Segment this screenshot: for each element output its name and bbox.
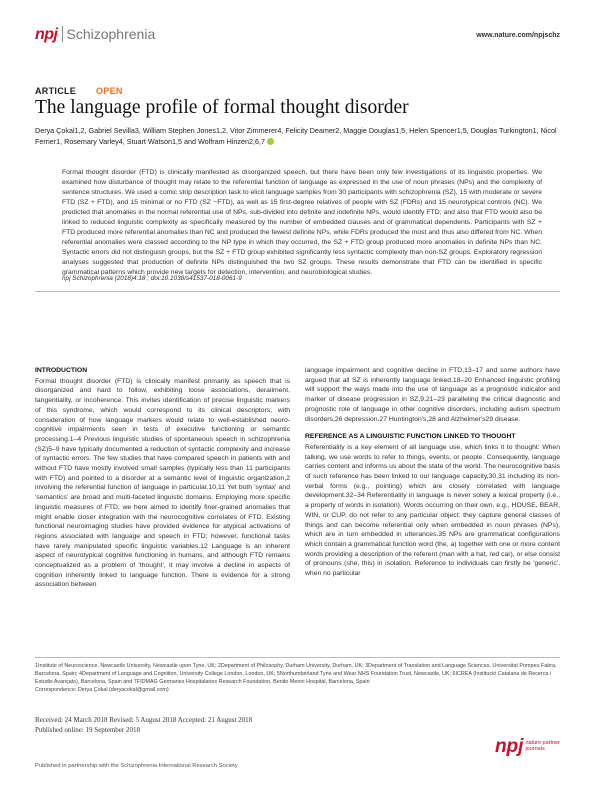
article-dates	[35, 716, 252, 735]
received-dates: Received: 24 March 2018 Revised: 5 August 2018 Accepted: 21 August 2018	[35, 716, 253, 724]
article-type-label: ARTICLE	[35, 86, 77, 96]
brand-journal-name: Schizophrenia	[66, 26, 156, 42]
introduction-heading: INTRODUCTION	[35, 367, 88, 374]
journal-url[interactable]: www.nature.com/npjschz	[476, 32, 560, 39]
affiliations	[35, 662, 560, 694]
journal-brand[interactable]	[35, 26, 155, 44]
right-column-para-1: language impairment and cognitive decline in FTD,13–17 and some authors have argued that all SZ is inherently language linked.18–20 Enhanced linguistic profiling will support the ways made into the use of language as a prognostic indicator and marker of disease progression in SZ,9,21–23 paralleling the critical diagnostic and prognostic role of language in other cognitive disorders, including autism spectrum disorders,26 depression,27 Huntington's,28 and Alzheimer's29 disease.	[305, 367, 560, 423]
footer-logo-line-2: journals	[525, 746, 545, 752]
open-access-label: OPEN	[96, 86, 123, 96]
author-list	[35, 125, 565, 147]
article-title: The language profile of formal thought disorder	[35, 97, 409, 118]
correspondence[interactable]: Correspondence: Derya Çokal (deryacokal@gmail.com)	[35, 687, 169, 693]
brand-divider	[62, 26, 63, 42]
section-divider	[35, 291, 560, 292]
reference-heading: REFERENCE AS A LINGUISTIC FUNCTION LINKED TO THOUGHT	[305, 433, 516, 441]
introduction-body: Formal thought disorder (FTD) is clinically manifest primarily as speech that is disorganized and hard to follow, exhibiting loose associations, derailment, tangentiality, or incoherence. This invites identification of precise linguistic markers of this syndrome, which would correspond to its clinical descriptors, with consideration of how language markers would relate to well-established neuro-cognitive impairments seen in tests of executive functioning or semantic processing.1–4 Previous linguistic studies of spontaneous speech in schizophrenia (SZ)5–9 have typically documented a reduction of syntactic complexity and increase of syntactic errors. The few studies that have compared speech in patients with and without FTD have mostly involved small samples (typically less than 11 participants with FTD) and pointed to a disorder at a semantic level of linguistic organization,2 involving the referential function of language in particular.10,11 Yet both 'syntax' and 'semantics' are broad and multi-faceted linguistic domains. Employing more specific linguistic measures of FTD, we here aimed to identify finer-grained anomalies that might enable closer integration with the neurocognitive correlates of FTD. Existing functional neuroimaging studies have provided evidence for atypical activations of regions associated with language and speech in FTD; however, functional tasks have rarely manipulated specific linguistic variables.12 Language is an inherent aspect of neurotypical cognitive functioning in humans, and although FTD remains conceptualized as a problem of 'thought', it may involve a decline in aspects of cognition inherently linked to language function. There is evidence for a strong association between	[35, 377, 290, 589]
right-column-para-2: Referentiality is a key element of all language use, which links it to thought: When talking, we use words to refer to things, events, or people. Consequently, language carries content and informs us about the state of the world. The neurocognitive basis of such reference has been linked to our language capacity,30,31 including its non-verbal forms (e.g., pointing) which are closely correlated with language development.32–34 Referentiality in language is never solely a lexical property (i.e., a property of words in isolation). Words occurring on their own, e.g., HOUSE, BEAR, WIN, or CUP, do not refer to any particular object: they capture general classes of things and can become referential only when embedded in noun phrases (NPs), which are in turn embedded in utterances.35 NPs are grammatical configurations which contain a grammatical function word (the, a) together with one or more content words providing a description of the referent (man with a hat, red car), or else consist of pronouns (she, this) in isolation. Reference to individuals can firstly be 'generic', when no particular	[305, 443, 561, 578]
orcid-icon[interactable]	[267, 138, 274, 145]
left-column	[35, 366, 290, 590]
footnote-divider	[35, 657, 560, 658]
right-column	[305, 366, 560, 579]
affiliations-text: 1Institute of Neuroscience, Newcastle University, Newcastle upon Tyne, UK; 2Department of Philosophy, Durham University, Durham, UK; 3Department of Translation and Language Sciences, Universitat Pompeu Fabra, Barcelona, Spain; 4Department of Language and Cognition, University College London, London, UK; 5Northumberland Tyne and Wear NHS Foundation Trust, Newcastle, UK; 6ICREA (Institució Catalana de Recerca i Estudis Avançats), Barcelona, Spain and 7FIDMAG Germanes Hospitalaries Research Foundation, Benito Menni Hospital, Barcelona, Spain	[35, 663, 557, 685]
footer-logo-line-1: nature partner	[525, 740, 560, 746]
abstract: Formal thought disorder (FTD) is clinically manifested as disorganized speech, but there have been only few investigations of its linguistic properties. We examined how disturbance of thought may relate to the referential function of language as expressed in the use of noun phrases (NPs) and the complexity of sentence structures. We used a comic strip description task to elicit language samples from 30 participants with schizophrenia (SZ), 15 with moderate or severe FTD (SZ + FTD), and 15 minimal or no FTD (SZ −FTD), as well as 15 first-degree relatives of people with SZ (FDRs) and 15 neurotypical controls (NC). We predicted that anomalies in the normal referential use of NPs, sub-divided into definite and indefinite NPs, would identify FTD; and also that FTD would also be linked to reduced linguistic complexity as specifically measured by the number of embedded clauses and of grammatical dependents. Participants with SZ + FTD produced more referential anomalies than NC and produced the fewest definite NPs, while FDRs produced the most and thus also differed from NC. When referential anomalies were classed according to the NP type in which they occurred, the SZ + FTD group produced more anomalies in definite NPs than NC. Syntactic errors did not distinguish groups, but the SZ + FTD group exhibited significantly less syntactic complexity than non-SZ groups. Exploratory regression analyses suggested that production of definite NPs distinguished the two SZ groups. These results demonstrate that FTD can be identified in specific grammatical patterns which provide new targets for detection, intervention, and neurobiological studies.	[62, 169, 542, 277]
citation-line[interactable]: npj Schizophrenia (2018)4:18 ; doi:10.1038/s41537-018-0061-9	[62, 275, 242, 282]
brand-npj: npj	[35, 26, 58, 43]
partnership-footer: Published in partnership with the Schizophrenia International Research Society	[35, 763, 238, 769]
footer-logo-text	[525, 740, 560, 752]
author-list-text: Derya Çokal1,2, Gabriel Sevilla3, William Stephen Jones1,2, Vitor Zimmerer4, Felicity Deamer2, Maggie Douglas1,5, Helen Spencer1,5, Douglas Turkington1, Nicol Ferrier1, Rosemary Varley4, Stuart Watson1,5 and Wolfram Hinzen2,6,7	[35, 126, 557, 146]
published-date: Published online: 19 September 2018	[35, 725, 140, 734]
nature-partner-journals-logo	[495, 736, 560, 758]
footer-logo-npj: npj	[494, 736, 524, 757]
